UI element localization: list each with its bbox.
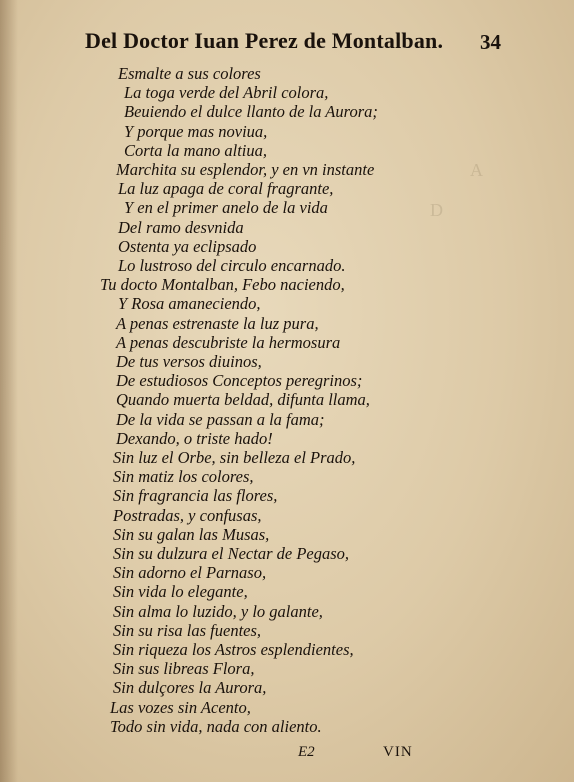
verse-line: Postradas, y confusas, (113, 505, 262, 525)
verse-line: Del ramo desvnida (118, 217, 244, 237)
verse-line: De tus versos diuinos, (116, 352, 262, 371)
verse-line: Lo lustroso del circulo encarnado. (118, 256, 346, 275)
verse-line: A penas estrenaste la luz pura, (116, 313, 319, 333)
verse-line: Tu docto Montalban, Febo naciendo, (100, 275, 345, 295)
verse-line: A penas descubriste la hermosura (116, 332, 341, 352)
verse-line: La luz apaga de coral fragrante, (118, 179, 334, 199)
verse-line: La toga verde del Abril colora, (124, 83, 329, 103)
verse-line: Quando muerta beldad, difunta llama, (116, 390, 370, 410)
verse-line: Sin alma lo luzido, y lo galante, (113, 601, 323, 621)
verse-line: De la vida se passan a la fama; (116, 409, 325, 429)
verse-line: Sin adorno el Parnaso, (113, 563, 267, 583)
verse-line: Dexando, o triste hado! (116, 428, 273, 448)
verse-line: Esmalte a sus colores (118, 64, 261, 83)
verse-line: Marchita su esplendor, y en vn instante (116, 160, 375, 179)
folio-number: 34 (480, 30, 501, 54)
show-through-ink: A (470, 160, 483, 180)
verse-line: Sin su risa las fuentes, (113, 620, 262, 640)
verse-line: Beuiendo el dulce llanto de la Aurora; (124, 102, 378, 122)
show-through-ink: D (430, 200, 443, 220)
verse-line: Sin dulçores la Aurora, (113, 678, 267, 698)
verse-line: Todo sin vida, nada con aliento. (110, 716, 322, 736)
page-header (0, 28, 574, 60)
verse-line: Sin su galan las Musas, (113, 524, 270, 544)
verse-line: Y en el primer anelo de la vida (124, 198, 328, 218)
verse-line: Ostenta ya eclipsado (118, 236, 257, 256)
verse-line: Sin luz el Orbe, sin belleza el Prado, (113, 448, 356, 467)
verse-line: Sin sus libreas Flora, (113, 659, 255, 679)
verse-line: Sin su dulzura el Nectar de Pegaso, (113, 544, 350, 563)
page-gutter-shadow (0, 0, 18, 782)
verse-line: Las vozes sin Acento, (110, 697, 251, 717)
verse-line: Sin vida lo elegante, (113, 582, 248, 602)
signature-mark: E2 (298, 744, 315, 760)
page-footer (0, 744, 574, 768)
verse-line: Sin matiz los colores, (113, 467, 254, 487)
verse-line: Sin fragrancia las flores, (113, 486, 278, 506)
running-head: Del Doctor Iuan Perez de Montalban. (85, 28, 444, 53)
verse-line: Y porque mas noviua, (124, 121, 268, 141)
verse-line: Corta la mano altiua, (124, 140, 268, 160)
verse-line: De estudiosos Conceptos peregrinos; (116, 371, 363, 391)
verse-line: Sin riqueza los Astros esplendientes, (113, 640, 354, 659)
verse-line: Y Rosa amaneciendo, (118, 294, 261, 314)
catchword: VIN (383, 744, 413, 760)
